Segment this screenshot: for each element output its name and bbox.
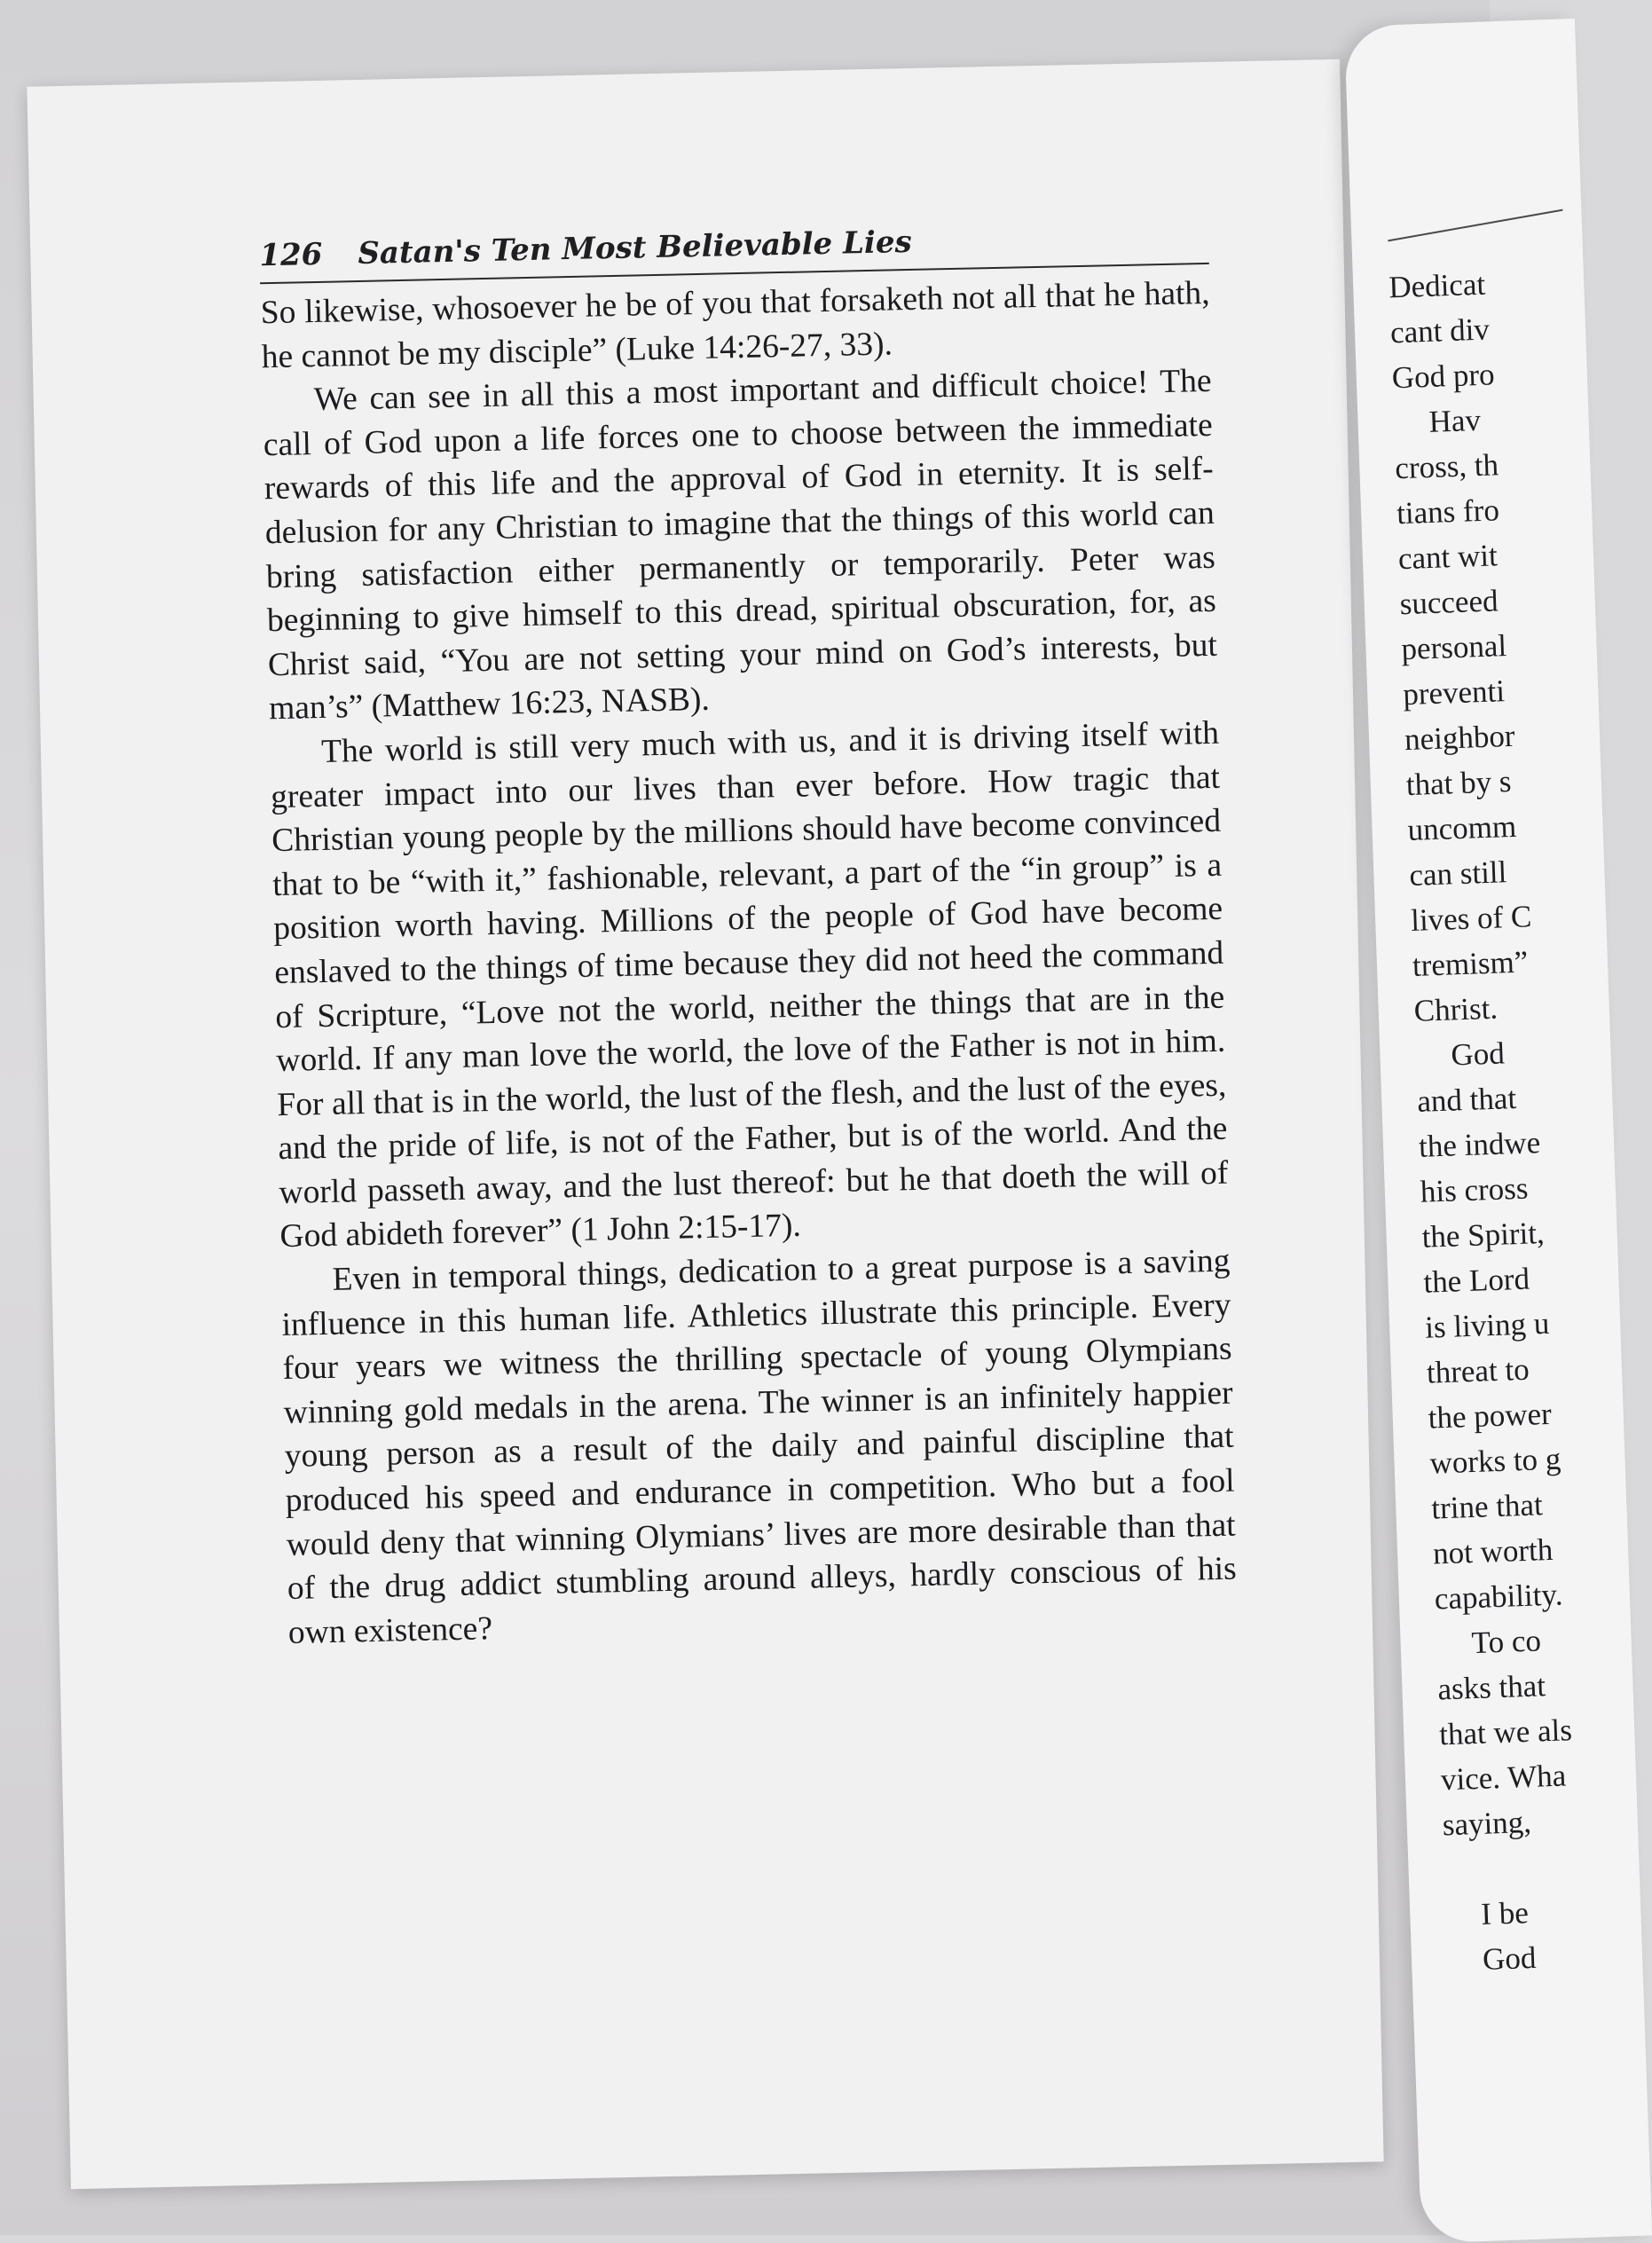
paragraph: We can see in all this a most important and difficult choice! The call of God upon a life forces one to choose between the immediate rewards of this life and the approval of God in eternity. It is self-delusion for any Christian to imagine that the things of this world can bring satisfaction either permanently or temporarily. Peter was beginning to give himself to this dread, spiritual obscuration, for, as Christ said, “You are not setting your mind on God’s interests, but man’s” (Matthew 16:23, NASB). bbox=[263, 363, 1218, 728]
left-page-content bbox=[259, 218, 1238, 1655]
right-page-line: I be bbox=[1480, 1895, 1530, 1932]
paragraph: The world is still very much with us, and it is driving itself with greater impact into our lives than ever before. How tragic that Christian young people by the millions should have become convinced that to be “with it,” fashionable, relevant, a part of the “in group” is a position worth having. Millions of the people of God have become enslaved to the things of time because they did not heed the command of Scripture, “Love not the world, neither the things that are in the world. If any man love the world, the love of the Father is not in him. For all that is in the world, the lust of the flesh, and the lust of the eyes, and the pride of life, is not of the Father, but is of the world. And the world passeth away, and the lust thereof: but he that doeth the will of God abideth forever” (1 John 2:15-17). bbox=[270, 714, 1229, 1255]
page-number: 126 bbox=[258, 236, 323, 274]
right-page-line: God pro bbox=[1391, 357, 1496, 396]
right-page-line: To co bbox=[1470, 1623, 1542, 1661]
right-page-line: God bbox=[1482, 1940, 1538, 1977]
right-page-line: succeed bbox=[1399, 583, 1499, 622]
right-page-line: cross, th bbox=[1394, 447, 1499, 486]
right-page-line: the indwe bbox=[1418, 1125, 1541, 1164]
right-page-line: tremism” bbox=[1412, 944, 1529, 983]
right-page-line: can still bbox=[1408, 854, 1507, 893]
right-page-header-rule bbox=[1388, 209, 1562, 242]
right-page-line: the power bbox=[1428, 1396, 1553, 1436]
right-page-line: asks that bbox=[1436, 1668, 1546, 1707]
right-page-line bbox=[1444, 1841, 1623, 1893]
right-page-line: the Spirit, bbox=[1420, 1215, 1546, 1255]
right-page-line: that we als bbox=[1438, 1712, 1573, 1752]
right-page-line: personal bbox=[1400, 628, 1507, 667]
paragraph: So likewise, whosoever he be of you that forsaketh not all that he hath, he cannot be my disciple” (Luke 14:26-27, 33). bbox=[260, 274, 1210, 375]
right-page-line: God bbox=[1450, 1035, 1506, 1073]
right-page-line: is living u bbox=[1424, 1305, 1550, 1345]
right-page-line: lives of C bbox=[1410, 899, 1532, 938]
running-title: Satan's Ten Most Believable Lies bbox=[357, 224, 913, 272]
right-page-line: tians fro bbox=[1396, 492, 1500, 531]
right-page-line: threat to bbox=[1426, 1351, 1530, 1390]
right-page-line: trine that bbox=[1430, 1487, 1544, 1526]
right-page-line: the Lord bbox=[1422, 1261, 1530, 1300]
right-page-line: cant div bbox=[1389, 311, 1491, 350]
right-page-line: neighbor bbox=[1404, 718, 1516, 758]
right-page-line: that by s bbox=[1405, 763, 1513, 803]
right-page-line: uncomm bbox=[1406, 808, 1517, 848]
right-page-line: and that bbox=[1416, 1080, 1517, 1119]
right-page-text bbox=[1388, 258, 1625, 1983]
right-page-line: Hav bbox=[1428, 402, 1482, 439]
left-page bbox=[27, 59, 1383, 2189]
paragraph: Even in temporal things, dedication to a great purpose is a saving influence in this human life. Athletics illustrate this principle. Every four years we witness the thrilling spectacle of young Olympians winning gold medals in the arena. The winner is an infinitely happier young person as a result of the daily and painful discipline that produced his speed and endurance in competition. Who but a fool would deny that winning Olymians’ lives are more desirable than that of the drug addict stumbling around alleys, hardly conscious of his own existence? bbox=[281, 1242, 1238, 1651]
right-page-line: saying, bbox=[1442, 1804, 1532, 1843]
right-page-line: Christ. bbox=[1413, 990, 1499, 1028]
right-page-line: vice. Wha bbox=[1440, 1758, 1567, 1798]
right-page-line: works to g bbox=[1428, 1441, 1562, 1481]
right-page-line: his cross bbox=[1420, 1170, 1530, 1209]
right-page-line: cant wit bbox=[1397, 538, 1499, 577]
right-page-line: not worth bbox=[1432, 1531, 1554, 1571]
body-text bbox=[260, 272, 1238, 1655]
right-page-line: preventi bbox=[1402, 673, 1506, 712]
right-page-line: capability. bbox=[1434, 1577, 1563, 1617]
right-page-line: Dedicat bbox=[1388, 266, 1486, 305]
